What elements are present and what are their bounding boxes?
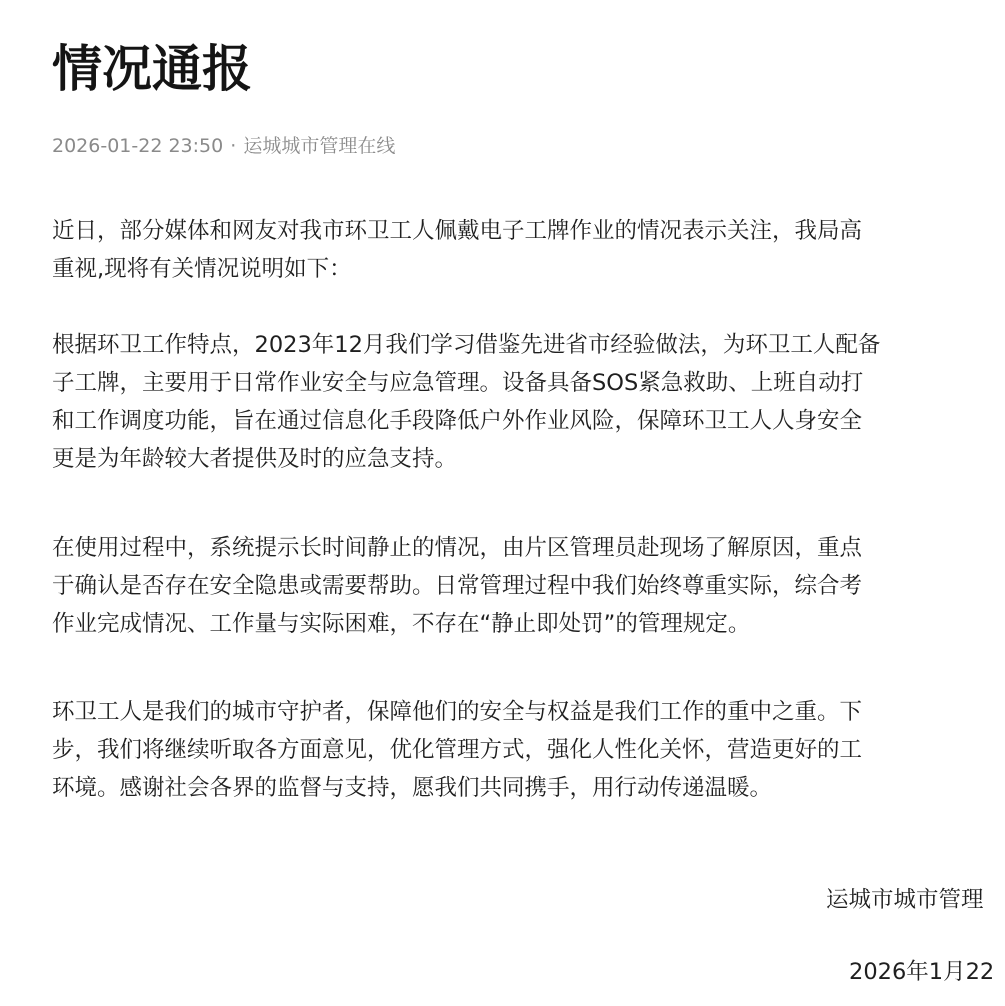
- paragraph-4: [52, 693, 862, 807]
- paragraph-line: 环卫工人是我们的城市守护者，保障他们的安全与权益是我们工作的重中之重。下: [52, 699, 863, 725]
- page-title: 情况通报: [52, 40, 252, 98]
- article-meta: [52, 133, 395, 159]
- paragraph-2: [52, 326, 880, 478]
- paragraph-line: 环境。感谢社会各界的监督与支持，愿我们共同携手，用行动传递温暖。: [52, 775, 773, 801]
- paragraph-line: 根据环卫工作特点，2023年12月我们学习借鉴先进省市经验做法，为环卫工人配备: [52, 332, 881, 358]
- paragraph-line: 在使用过程中，系统提示长时间静止的情况，由片区管理员赴现场了解原因，重点: [52, 535, 863, 561]
- paragraph-line: 和工作调度功能，旨在通过信息化手段降低户外作业风险，保障环卫工人人身安全: [52, 408, 863, 434]
- meta-separator: ·: [230, 135, 237, 157]
- signature-date: 2026年1月22: [849, 959, 995, 985]
- paragraph-line: 更是为年龄较大者提供及时的应急支持。: [52, 446, 458, 472]
- source-name[interactable]: 运城城市管理在线: [243, 135, 396, 157]
- signature-issuer: 运城市城市管理: [826, 887, 984, 913]
- paragraph-1: [52, 212, 862, 288]
- paragraph-line: 步，我们将继续听取各方面意见，优化管理方式，强化人性化关怀，营造更好的工: [52, 737, 863, 763]
- paragraph-line: 子工牌，主要用于日常作业安全与应急管理。设备具备SOS紧急救助、上班自动打: [52, 370, 864, 396]
- publish-datetime: 2026-01-22 23:50: [52, 135, 224, 157]
- paragraph-line: 重视,现将有关情况说明如下：: [52, 256, 352, 282]
- paragraph-3: [52, 529, 862, 643]
- paragraph-line: 作业完成情况、工作量与实际困难，不存在“静止即处罚”的管理规定。: [52, 611, 751, 637]
- paragraph-line: 近日，部分媒体和网友对我市环卫工人佩戴电子工牌作业的情况表示关注，我局高: [52, 218, 863, 244]
- paragraph-line: 于确认是否存在安全隐患或需要帮助。日常管理过程中我们始终尊重实际，综合考: [52, 573, 863, 599]
